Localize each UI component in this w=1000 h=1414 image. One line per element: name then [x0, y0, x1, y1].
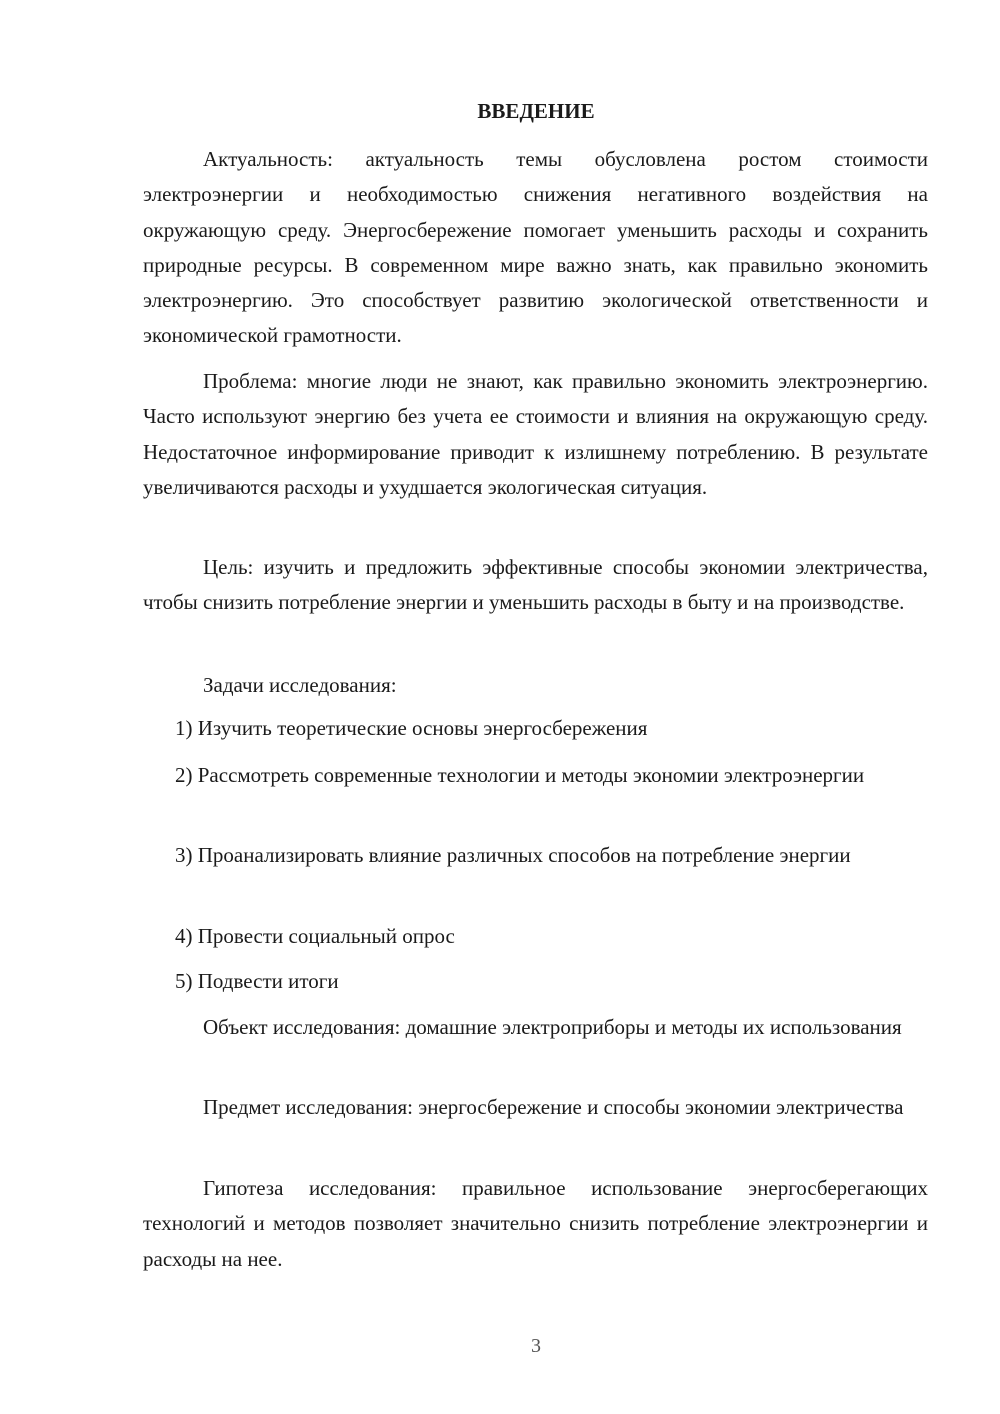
task-item: 4) Провести социальный опрос — [175, 924, 455, 948]
hypothesis-paragraph: Гипотеза исследования: правильное использование энергосберегающих технологий и методов позволяет значительно снизить потребление электроэнергии и расходы на нее. — [143, 1176, 928, 1271]
task-item: 5) Подвести итоги — [175, 969, 339, 993]
object-paragraph: Объект исследования: домашние электроприборы и методы их использования — [203, 1015, 902, 1039]
task-item: 3) Проанализировать влияние различных способов на потребление энергии — [175, 843, 851, 867]
subject-paragraph: Предмет исследования: энергосбережение и способы экономии электричества — [203, 1095, 904, 1119]
goal-paragraph: Цель: изучить и предложить эффективные способы экономии электричества, чтобы снизить потребление энергии и уменьшить расходы в быту и на производстве. — [143, 555, 928, 615]
task-item: 1) Изучить теоретические основы энергосбережения — [175, 716, 648, 740]
tasks-heading: Задачи исследования: — [203, 673, 397, 697]
problem-paragraph: Проблема: многие люди не знают, как правильно экономить электроэнергию. Часто используют энергию без учета ее стоимости и влияния на окружающую среду. Недостаточное информирование приводит к излишнему потреблению. В результате увеличиваются расходы и ухудшается экологическая ситуация. — [143, 369, 928, 499]
page-number: 3 — [531, 1335, 541, 1357]
relevance-paragraph: Актуальность: актуальность темы обусловлена ростом стоимости электроэнергии и необходимостью снижения негативного воздействия на окружающую среду. Энергосбережение помогает уменьшить расходы и сохранить природные ресурсы. В современном мире важно знать, как правильно экономить электроэнергию. Это способствует развитию экологической ответственности и экономической грамотности. — [143, 147, 928, 348]
page-title: ВВЕДЕНИЕ — [477, 99, 595, 123]
task-item: 2) Рассмотреть современные технологии и методы экономии электроэнергии — [175, 763, 865, 787]
